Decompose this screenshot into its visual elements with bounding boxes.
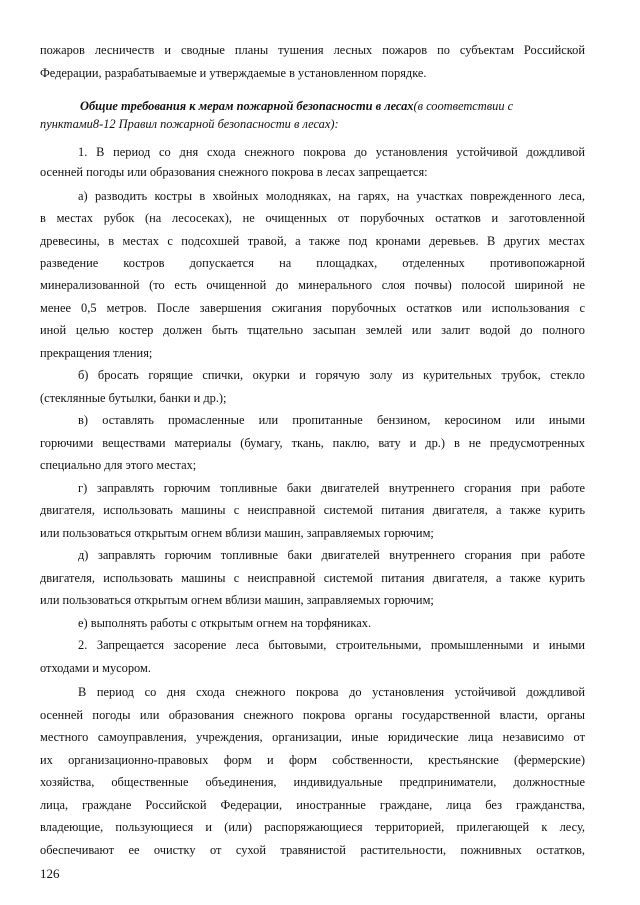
text-line: разведение костров допускается на площадках, отделенных противопожарной: [40, 256, 585, 270]
text-line: местного самоуправления, учреждения, организации, иные юридические лица независимо от: [40, 730, 585, 744]
text-line: в местах рубок (на лесосеках), не очищенных от порубочных остатков и заготовленной: [40, 211, 585, 225]
text-line: в) оставлять промасленные или пропитанные бензином, керосином или иными: [78, 413, 585, 427]
text-line: (стеклянные бутылки, банки и др.);: [40, 391, 227, 405]
text-line: менее 0,5 метров. После завершения сжигания порубочных остатков или использования с: [40, 301, 585, 315]
text-line: обеспечивают ее очистку от сухой травянистой растительности, пожнивных остатков,: [40, 843, 585, 857]
text-line: [40, 115, 339, 133]
text-line: хозяйства, общественные объединения, индивидуальные предприниматели, должностные: [40, 775, 585, 789]
text-line: осенней погоды или образования снежного покрова в лесах запрещается:: [40, 165, 428, 179]
text-line: горючими веществами материалы (бумагу, ткань, паклю, вату и др.) в не предусмотренных: [40, 436, 585, 450]
text-line: двигателя, использовать машины с неисправной системой питания двигателя, а также курить: [40, 571, 585, 585]
text-line: д) заправлять горючим топливные баки двигателей внутреннего сгорания при работе: [78, 548, 585, 562]
text-line: 1. В период со дня схода снежного покрова до установления устойчивой дождливой: [78, 145, 585, 159]
section-heading: [80, 97, 513, 115]
text-line: или пользоваться открытым огнем вблизи машин, заправляемых горючим;: [40, 526, 434, 540]
text-line: отходами и мусором.: [40, 661, 151, 675]
text-line: прекращения тления;: [40, 346, 153, 360]
text-line: В период со дня схода снежного покрова до установления устойчивой дождливой: [78, 685, 585, 699]
text-line: древесины, в местах с подсохшей травой, а также под кронами деревьев. В других местах: [40, 234, 585, 248]
section-heading-continuation: пунктами8-12 Правил пожарной безопасности в лесах):: [40, 117, 339, 131]
text-line: а) разводить костры в хвойных молодняках, на гарях, на участках поврежденного леса,: [78, 189, 585, 203]
text-line: Федерации, разрабатываемые и утверждаемые в установленном порядке.: [40, 66, 427, 80]
text-line: осенней погоды или образования снежного покрова органы государственной власти, органы: [40, 708, 585, 722]
text-line: г) заправлять горючим топливные баки двигателей внутреннего сгорания при работе: [78, 481, 585, 495]
text-line: двигателя, использовать машины с неисправной системой питания двигателя, а также курить: [40, 503, 585, 517]
section-heading-rest: (в соответствии с: [413, 99, 514, 113]
text-line: минерализованной (то есть очищенной до минерального слоя почвы) полосой шириной не: [40, 278, 585, 292]
section-heading-bold: Общие требования к мерам пожарной безопасности в лесах: [80, 99, 414, 113]
text-line: их организационно-правовых форм и форм собственности, крестьянские (фермерские): [40, 753, 585, 767]
text-line: б) бросать горящие спички, окурки и горячую золу из курительных трубок, стекло: [78, 368, 585, 382]
text-line: лица, граждане Российской Федерации, иностранные граждане, лица без гражданства,: [40, 798, 585, 812]
page-number: 126: [40, 866, 60, 881]
text-line: пожаров лесничеств и сводные планы тушения лесных пожаров по субъектам Российской: [40, 43, 585, 57]
text-line: иной целью костер должен быть тщательно засыпан землей или залит водой до полного: [40, 323, 585, 337]
text-line: е) выполнять работы с открытым огнем на торфяниках.: [78, 616, 372, 630]
text-line: 2. Запрещается засорение леса бытовыми, строительными, промышленными и иными: [78, 638, 585, 652]
text-line: владеющие, пользующиеся и (или) распоряжающиеся территорией, прилегающей к лесу,: [40, 820, 585, 834]
text-line: или пользоваться открытым огнем вблизи машин, заправляемых горючим;: [40, 593, 434, 607]
text-line: специально для этого местах;: [40, 458, 197, 472]
